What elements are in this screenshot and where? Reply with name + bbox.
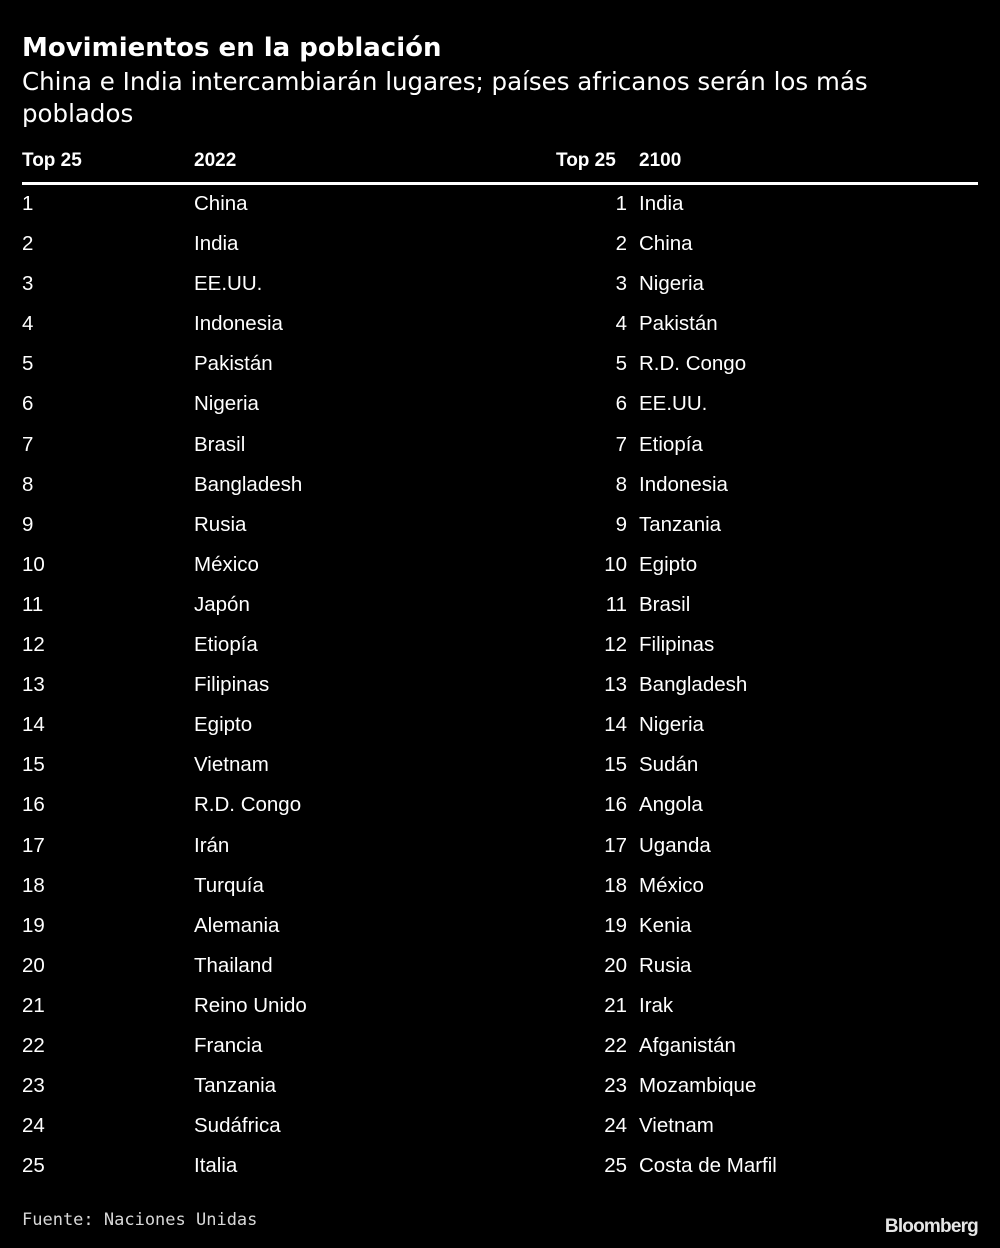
country-2100-cell: Filipinas xyxy=(639,633,715,657)
table-row xyxy=(0,1072,1000,1112)
source-note: Fuente: Naciones Unidas xyxy=(22,1210,258,1230)
table-row xyxy=(0,791,1000,831)
country-2100-cell: Indonesia xyxy=(639,472,728,496)
rank-2022-cell: 19 xyxy=(22,913,45,937)
chart-title: Movimientos en la población xyxy=(22,33,442,63)
country-2022-cell: EE.UU. xyxy=(194,272,263,296)
country-2100-cell: Nigeria xyxy=(639,713,704,737)
rank-2022-cell: 20 xyxy=(22,953,45,977)
country-2022-cell: Etiopía xyxy=(194,633,258,657)
country-2022-cell: Reino Unido xyxy=(194,993,307,1017)
table-row xyxy=(0,872,1000,912)
country-2100-cell: México xyxy=(639,873,704,897)
country-2100-cell: Irak xyxy=(639,993,674,1017)
rank-2022-cell: 4 xyxy=(22,312,34,336)
table-row xyxy=(0,832,1000,872)
rank-2022-cell: 6 xyxy=(22,392,34,416)
rank-2100-cell: 9 xyxy=(615,512,627,536)
country-2100-cell: Bangladesh xyxy=(639,673,748,697)
rank-2022-cell: 5 xyxy=(22,352,34,376)
chart-subtitle: China e India intercambiarán lugares; países africanos serán los más poblados xyxy=(22,67,868,128)
country-2022-cell: Tanzania xyxy=(194,1074,277,1098)
rank-2022-cell: 15 xyxy=(22,753,45,777)
rank-2100-cell: 1 xyxy=(615,192,627,215)
rank-2100-cell: 2 xyxy=(615,232,627,256)
rank-2022-cell: 21 xyxy=(22,993,45,1017)
rank-2022-cell: 3 xyxy=(22,272,34,296)
country-2022-cell: Rusia xyxy=(194,512,247,536)
rank-2100-cell: 3 xyxy=(615,272,627,296)
country-2100-cell: Tanzania xyxy=(639,512,722,536)
table-header xyxy=(0,147,1000,175)
country-2022-cell: Japón xyxy=(194,592,250,616)
country-2022-cell: Filipinas xyxy=(194,673,270,697)
country-2022-cell: Nigeria xyxy=(194,392,259,416)
country-2100-cell: Sudán xyxy=(639,753,699,777)
rank-2100-cell: 5 xyxy=(615,352,627,376)
country-2100-cell: Rusia xyxy=(639,953,692,977)
country-2022-cell: Italia xyxy=(194,1154,238,1178)
rank-2022-cell: 16 xyxy=(22,793,45,817)
table-row xyxy=(0,992,1000,1032)
country-2100-cell: Etiopía xyxy=(639,432,703,456)
rank-2022-cell: 13 xyxy=(22,673,45,697)
rank-2022-cell: 24 xyxy=(22,1114,45,1138)
rank-2100-cell: 24 xyxy=(604,1114,627,1138)
country-2100-cell: EE.UU. xyxy=(639,392,708,416)
rank-2022-cell: 11 xyxy=(22,592,44,616)
table-row xyxy=(0,511,1000,551)
country-2022-cell: Indonesia xyxy=(194,312,283,336)
table-row xyxy=(0,631,1000,671)
country-2022-cell: Sudáfrica xyxy=(194,1114,281,1138)
rank-2100-cell: 17 xyxy=(604,833,627,857)
rank-2022-cell: 1 xyxy=(22,192,34,215)
table-row xyxy=(0,1152,1000,1192)
rank-2022-cell: 9 xyxy=(22,512,34,536)
rank-2022-cell: 25 xyxy=(22,1154,45,1178)
table-row xyxy=(0,310,1000,350)
country-2022-cell: Alemania xyxy=(194,913,280,937)
country-2022-cell: Brasil xyxy=(194,432,246,456)
rank-2022-cell: 17 xyxy=(22,833,45,857)
rank-2100-cell: 16 xyxy=(604,793,627,817)
rank-2100-cell: 14 xyxy=(604,713,627,737)
header-rank-2100: Top 25 xyxy=(556,150,616,171)
table-row xyxy=(0,711,1000,751)
rank-2022-cell: 10 xyxy=(22,552,45,576)
header-year-2100: 2100 xyxy=(639,150,682,171)
country-2100-cell: India xyxy=(639,192,684,215)
table-row xyxy=(0,350,1000,390)
rank-2100-cell: 21 xyxy=(604,993,627,1017)
rank-2022-cell: 18 xyxy=(22,873,45,897)
country-2100-cell: Costa de Marfil xyxy=(639,1154,777,1178)
country-2100-cell: Vietnam xyxy=(639,1114,714,1138)
country-2022-cell: Egipto xyxy=(194,713,253,737)
rank-2100-cell: 22 xyxy=(604,1033,627,1057)
table-row xyxy=(0,671,1000,711)
rank-2022-cell: 12 xyxy=(22,633,45,657)
table-row xyxy=(0,190,1000,230)
rank-2022-cell: 23 xyxy=(22,1074,45,1098)
country-2100-cell: Afganistán xyxy=(639,1033,736,1057)
rank-2100-cell: 10 xyxy=(604,552,627,576)
country-2100-cell: Egipto xyxy=(639,552,698,576)
country-2100-cell: China xyxy=(639,232,693,256)
country-2100-cell: Kenia xyxy=(639,913,692,937)
country-2022-cell: México xyxy=(194,552,259,576)
rank-2100-cell: 23 xyxy=(604,1074,627,1098)
country-2022-cell: Francia xyxy=(194,1033,263,1057)
rank-2022-cell: 22 xyxy=(22,1033,45,1057)
rank-2100-cell: 7 xyxy=(615,432,627,456)
rank-2100-cell: 18 xyxy=(604,873,627,897)
country-2100-cell: Pakistán xyxy=(639,312,718,336)
country-2022-cell: Thailand xyxy=(194,953,273,977)
table-row xyxy=(0,390,1000,430)
header-year-2022: 2022 xyxy=(194,150,237,171)
table-row xyxy=(0,912,1000,952)
rank-2022-cell: 2 xyxy=(22,232,34,256)
country-2022-cell: China xyxy=(194,192,248,215)
header-rule xyxy=(22,182,978,185)
country-2100-cell: Nigeria xyxy=(639,272,704,296)
table-row xyxy=(0,551,1000,591)
table-row xyxy=(0,591,1000,631)
table-row xyxy=(0,1032,1000,1072)
table-row xyxy=(0,1112,1000,1152)
rank-2100-cell: 25 xyxy=(604,1154,627,1178)
bloomberg-logo: Bloomberg xyxy=(884,1216,978,1237)
rank-2100-cell: 6 xyxy=(615,392,627,416)
table-row xyxy=(0,270,1000,310)
rank-2100-cell: 19 xyxy=(604,913,627,937)
country-2022-cell: Irán xyxy=(194,833,230,857)
table-row xyxy=(0,952,1000,992)
country-2100-cell: Mozambique xyxy=(639,1074,757,1098)
country-2022-cell: R.D. Congo xyxy=(194,793,302,817)
rank-2100-cell: 11 xyxy=(605,592,627,616)
rank-2022-cell: 7 xyxy=(22,432,34,456)
rank-2100-cell: 12 xyxy=(604,633,627,657)
country-2022-cell: Bangladesh xyxy=(194,472,303,496)
rank-2022-cell: 8 xyxy=(22,472,34,496)
country-2022-cell: Pakistán xyxy=(194,352,273,376)
header-rank-2022: Top 25 xyxy=(22,150,82,171)
rank-2100-cell: 13 xyxy=(604,673,627,697)
rank-2100-cell: 20 xyxy=(604,953,627,977)
country-2100-cell: Angola xyxy=(639,793,703,817)
rank-2100-cell: 15 xyxy=(604,753,627,777)
country-2022-cell: Turquía xyxy=(194,873,264,897)
table-row xyxy=(0,230,1000,270)
country-2022-cell: Vietnam xyxy=(194,753,269,777)
country-2100-cell: Uganda xyxy=(639,833,711,857)
table-row xyxy=(0,751,1000,791)
rank-2100-cell: 8 xyxy=(615,472,627,496)
country-2022-cell: India xyxy=(194,232,239,256)
table-row xyxy=(0,471,1000,511)
table-row xyxy=(0,431,1000,471)
table-body xyxy=(0,190,1000,1192)
country-2100-cell: Brasil xyxy=(639,592,691,616)
rank-2022-cell: 14 xyxy=(22,713,45,737)
rank-2100-cell: 4 xyxy=(615,312,627,336)
country-2100-cell: R.D. Congo xyxy=(639,352,747,376)
